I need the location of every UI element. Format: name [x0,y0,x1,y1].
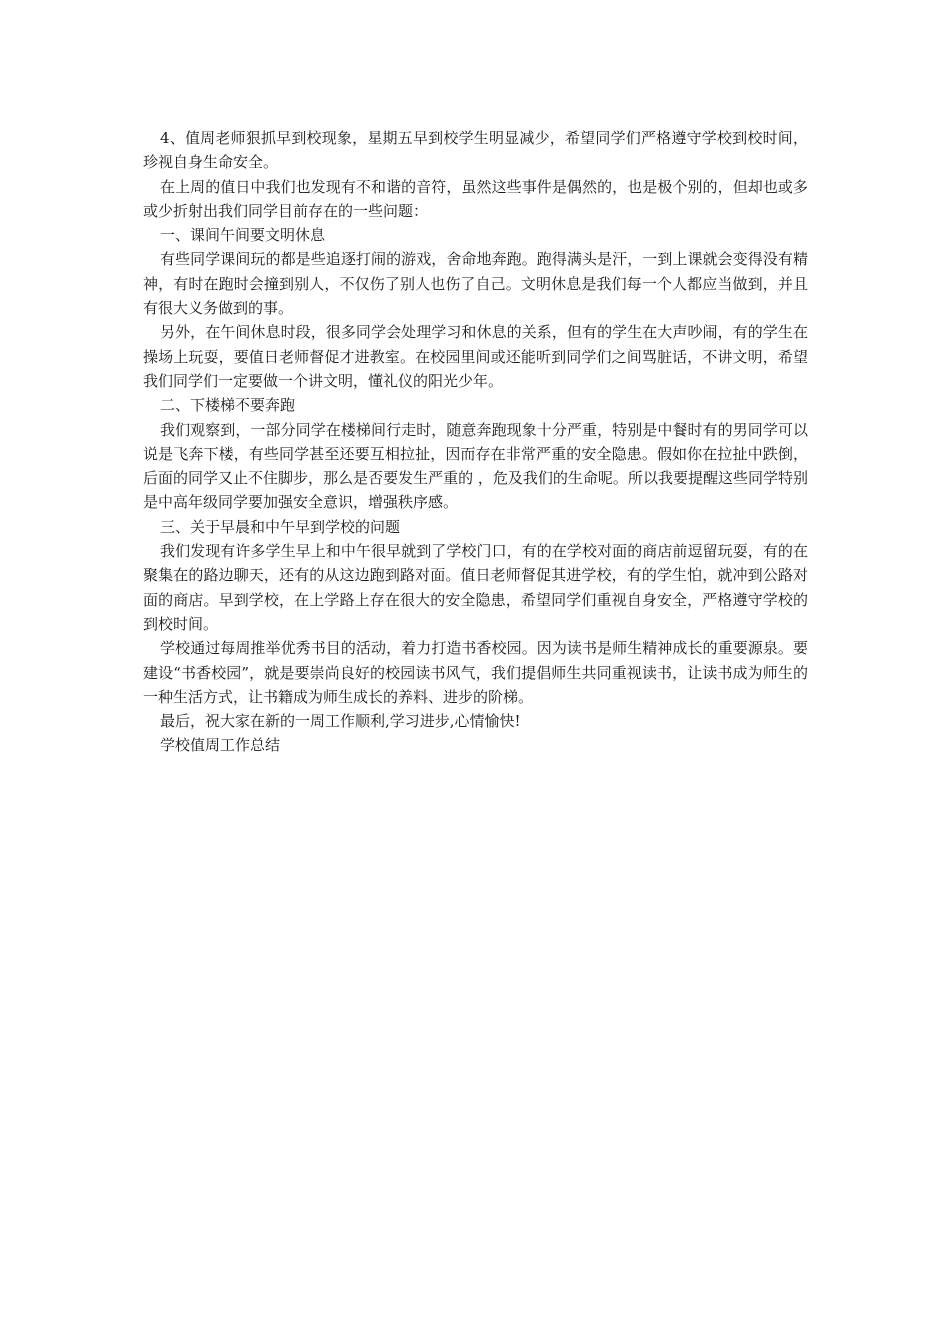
paragraph-document-title: 学校值周工作总结 [160,736,281,755]
section-heading-break-rest: 一、课间午间要文明休息 [160,226,326,245]
paragraph-problems-intro: 在上周的值日中我们也发现有不和谐的音符，虽然这些事件是偶然的，也是极个别的，但却也或多或少折射出我们同学目前存在的一些问题： [143,177,808,220]
paragraph-noon-rest: 另外，在午间休息时段，很多同学会处理学习和休息的关系，但有的学生在大声吵闹，有的学生在操场上玩耍，要值日老师督促才进教室。在校园里间或还能听到同学们之间骂脏话，不讲文明，希望我们同学们一定要做一个讲文明，懂礼仪的阳光少年。 [143,323,808,390]
section-heading-early-arrival: 三、关于早晨和中午早到学校的问题 [160,517,401,536]
paragraph-stairs: 我们观察到，一部分同学在楼梯间行走时，随意奔跑现象十分严重，特别是中餐时有的男同学可以说是飞奔下楼，有些同学甚至还要互相拉扯，因而存在非常严重的安全隐患。假如你在拉扯中跌倒，后面的同学又止不住脚步，那么是否要发生严重的 ，危及我们的生命呢。所以我要提醒这些同学特别是中高年级同学要加强安全意识，增强秩序感。 [143,420,808,512]
paragraph-early-arrival: 我们发现有许多学生早上和中午很早就到了学校门口，有的在学校对面的商店前逗留玩耍，有的在聚集在的路边聊天，还有的从这边跑到路对面。值日老师督促其进学校，有的学生怕，就冲到公路对面的商店。早到学校，在上学路上存在很大的安全隐患，希望同学们重视自身安全，严格遵守学校的到校时间。 [143,542,808,633]
paragraph-closing-wishes: 最后，祝大家在新的一周工作顺利,学习进步,心情愉快! [160,712,521,731]
section-heading-stairs: 二、下楼梯不要奔跑 [160,396,296,415]
document-body [143,126,808,758]
paragraph-reading-campus: 学校通过每周推举优秀书目的活动，着力打造书香校园。因为读书是师生精神成长的重要源泉。要建设“书香校园”，就是要崇尚良好的校园读书风气，我们提倡师生共同重视读书，让读书成为师生的一种生活方式，让书籍成为师生成长的养料、进步的阶梯。 [143,639,808,706]
paragraph-school-arrival-note: 4、值周老师狠抓早到校现象，星期五早到校学生明显减少，希望同学们严格遵守学校到校时间，珍视自身生命安全。 [143,129,808,172]
paragraph-break-rest: 有些同学课间玩的都是些追逐打闹的游戏，舍命地奔跑。跑得满头是汗，一到上课就会变得没有精神，有时在跑时会撞到别人，不仅伤了别人也伤了自己。文明休息是我们每一个人都应当做到，并且有很大义务做到的事。 [143,250,808,318]
